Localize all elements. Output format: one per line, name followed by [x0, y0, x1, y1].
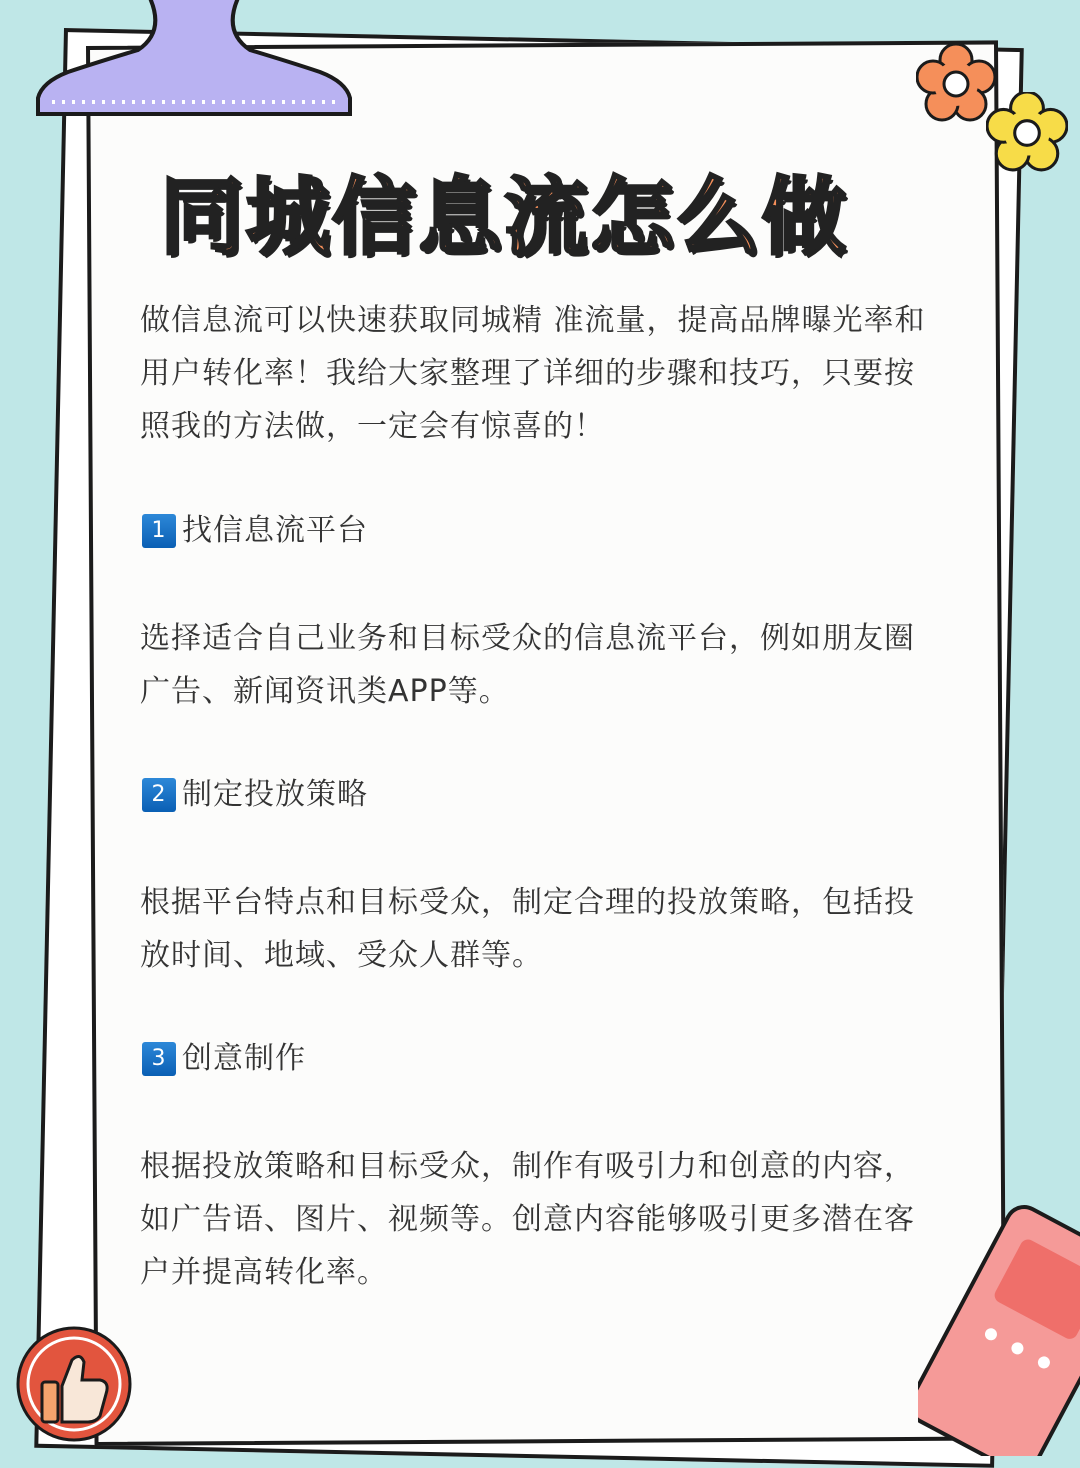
intro-paragraph: 做信息流可以快速获取同城精 准流量，提高品牌曝光率和用户转化率！我给大家整理了详细的步骤和技巧，只要按照我的方法做，一定会有惊喜的！ — [140, 303, 926, 444]
phone-decoration — [918, 1196, 1080, 1456]
clip-decoration — [28, 0, 352, 120]
number-badge: 1 — [142, 514, 176, 548]
thumbs-up-icon — [14, 1324, 134, 1444]
step-body-2: 根据平台特点和目标受众，制定合理的投放策略，包括投放时间、地域、受众人群等。 — [140, 885, 915, 973]
step-body-3: 根据投放策略和目标受众，制作有吸引力和创意的内容，如广告语、图片、视频等。创意内容能够吸引更多潜在客户并提高转化率。 — [140, 1149, 915, 1290]
number-badge: 2 — [142, 778, 176, 812]
step-heading-label: 创意制作 — [182, 1041, 306, 1076]
step-heading-label: 制定投放策略 — [182, 777, 368, 812]
flower-icon — [916, 44, 996, 124]
page-title: 同城信息流怎么做 — [160, 167, 849, 266]
step-body-1: 选择适合自己业务和目标受众的信息流平台，例如朋友圈广告、新闻资讯类APP等。 — [140, 621, 915, 709]
step-heading-2 — [142, 775, 368, 815]
step-heading-1 — [142, 511, 368, 551]
step-heading-3 — [142, 1039, 306, 1079]
step-heading-label: 找信息流平台 — [182, 513, 368, 548]
number-badge: 3 — [142, 1042, 176, 1076]
flower-icon — [986, 92, 1068, 174]
